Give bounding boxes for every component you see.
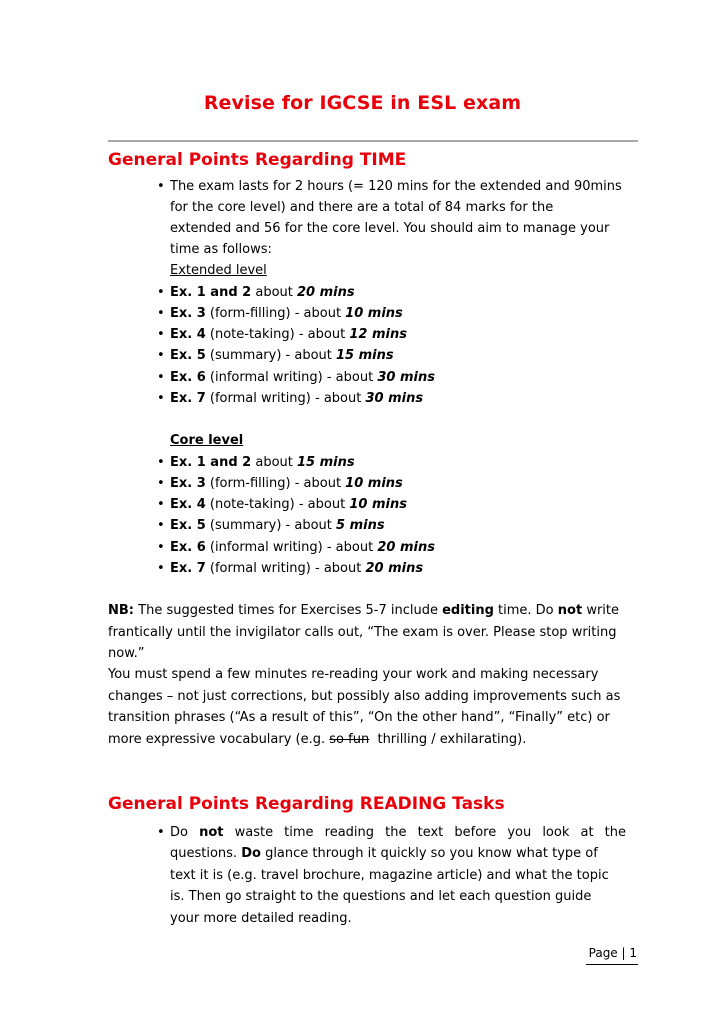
footer-divider	[586, 964, 638, 965]
nb-line-1: NB: The suggested times for Exercises 5-7 include editing time. Do not write	[108, 603, 620, 618]
reading-heading: General Points Regarding READING Tasks	[108, 794, 505, 814]
list-item: • Ex. 4 (note-taking) - about 12 mins	[158, 324, 407, 345]
reading-line-4: is. Then go straight to the questions and let each question guide	[170, 889, 592, 904]
intro-line-4: time as follows:	[170, 242, 272, 257]
reading-line-5: your more detailed reading.	[170, 911, 352, 926]
list-item: • Ex. 5 (summary) - about 15 mins	[158, 345, 394, 366]
list-item: • Ex. 1 and 2 about 15 mins	[158, 452, 355, 473]
list-item: • Ex. 6 (informal writing) - about 20 mins	[158, 537, 435, 558]
title-divider	[108, 140, 638, 142]
intro-line-2: for the core level) and there are a total of 84 marks for the	[170, 200, 554, 215]
nb-para2-line-1: You must spend a few minutes re-reading your work and making necessary	[108, 667, 599, 682]
list-item: • Ex. 3 (form-filling) - about 10 mins	[158, 473, 403, 494]
intro-bullet: • The exam lasts for 2 hours (= 120 mins for the extended and 90mins	[158, 176, 622, 197]
list-item: • Ex. 4 (note-taking) - about 10 mins	[158, 494, 407, 515]
reading-line-3: text it is (e.g. travel brochure, magazine article) and what the topic	[170, 868, 609, 883]
list-item: • Ex. 5 (summary) - about 5 mins	[158, 515, 385, 536]
nb-line-2: frantically until the invigilator calls out, “The exam is over. Please stop writing	[108, 625, 617, 640]
intro-line-3: extended and 56 for the core level. You should aim to manage your	[170, 221, 610, 236]
list-item: • Ex. 3 (form-filling) - about 10 mins	[158, 303, 403, 324]
nb-para2-line-2: changes – not just corrections, but possibly also adding improvements such as	[108, 689, 621, 704]
list-item: • Ex. 1 and 2 about 20 mins	[158, 282, 355, 303]
list-item: • Ex. 6 (informal writing) - about 30 mins	[158, 367, 435, 388]
nb-line-3: now.”	[108, 646, 145, 661]
reading-bullet: • Do not waste time reading the text before you look at the	[158, 822, 626, 843]
page-number: Page | 1	[588, 946, 637, 960]
nb-para2-line-4: more expressive vocabulary (e.g. so fun thrilling / exhilarating).	[108, 732, 527, 747]
time-heading: General Points Regarding TIME	[108, 150, 407, 170]
document-title: Revise for IGCSE in ESL exam	[203, 92, 522, 114]
list-item: • Ex. 7 (formal writing) - about 20 mins	[158, 558, 423, 579]
core-level-label: Core level	[170, 433, 244, 448]
reading-line-2: questions. Do glance through it quickly so you know what type of	[170, 846, 598, 861]
list-item: • Ex. 7 (formal writing) - about 30 mins	[158, 388, 423, 409]
extended-level-label: Extended level	[170, 263, 267, 278]
nb-para2-line-3: transition phrases (“As a result of this”, “On the other hand”, “Finally” etc) or	[108, 710, 610, 725]
